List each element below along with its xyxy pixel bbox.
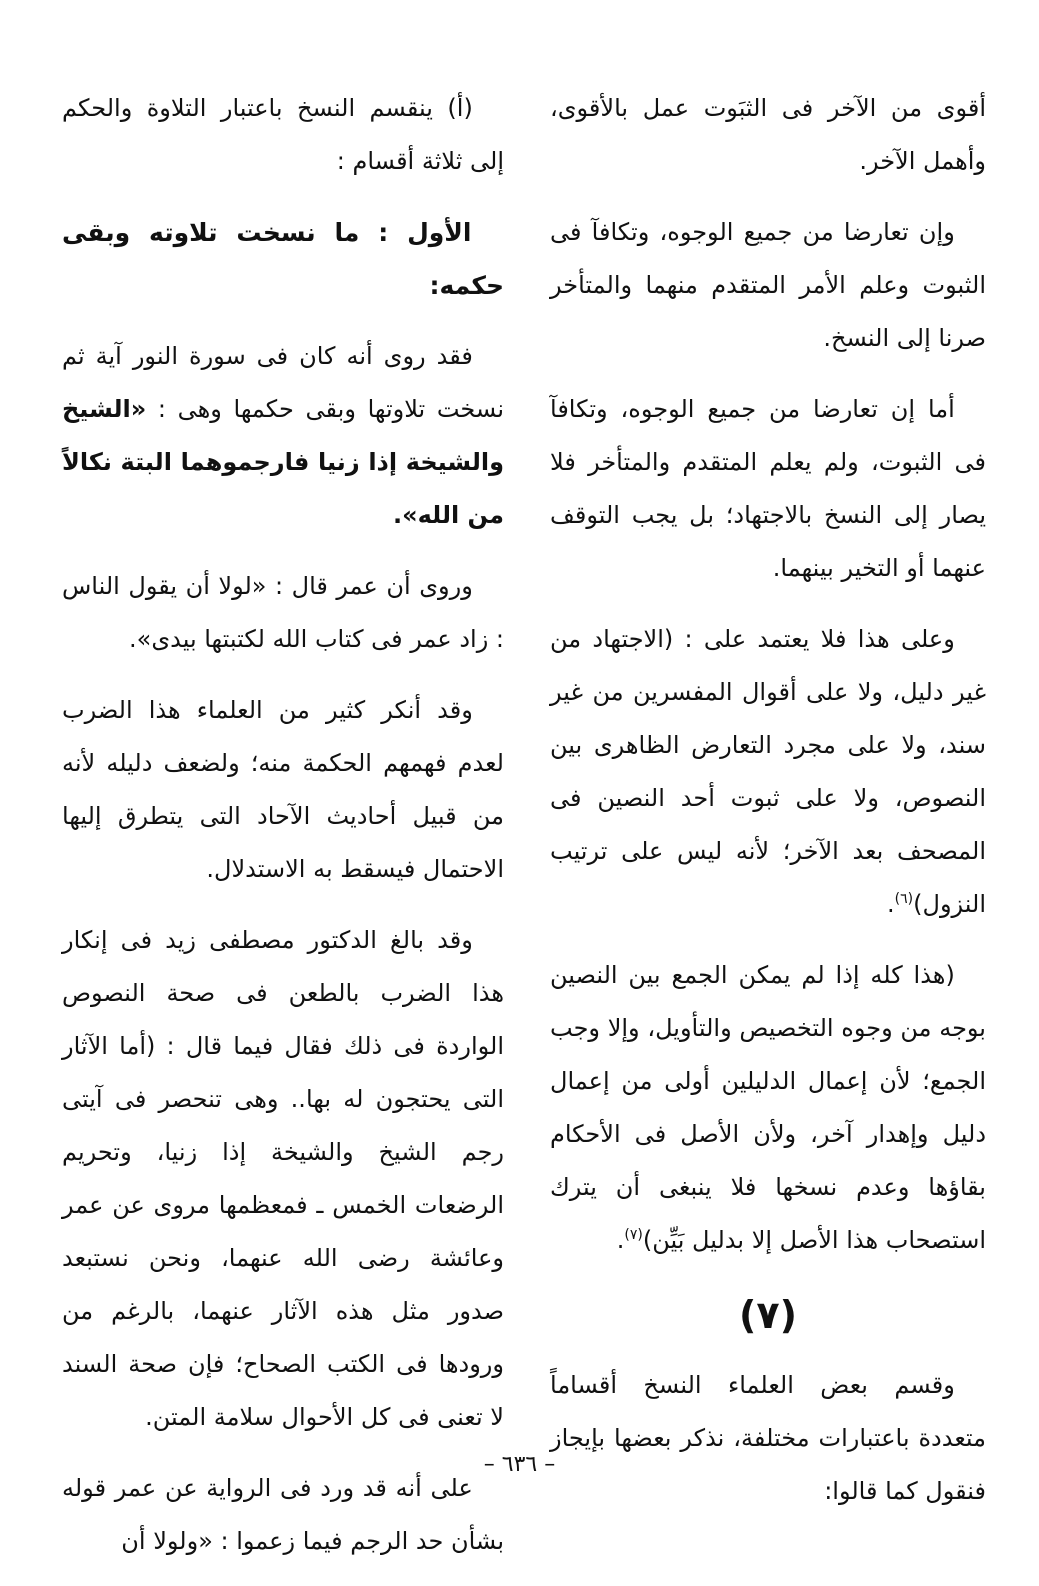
paragraph — [550, 949, 986, 1267]
footnote-ref: (٧) — [624, 1227, 643, 1243]
right-column — [550, 82, 986, 1536]
section-heading: الأول : ما نسخت تلاوته وبقى حكمه: — [62, 218, 504, 300]
paragraph: أما إن تعارضا من جميع الوجوه، وتكافآ فى الثبوت، ولم يعلم المتقدم والمتأخر فلا يصار إلى النسخ بالاجتهاد؛ بل يجب التوقف عنهما أو التخير بينهما. — [550, 395, 986, 582]
paragraph-end: . — [887, 890, 895, 918]
paragraph-end: . — [616, 1226, 625, 1254]
paragraph — [550, 613, 986, 931]
quoted-verse: «الشيخ والشيخة إذا زنيا فارجموهما البتة نكالاً من الله». — [62, 395, 504, 529]
paragraph — [62, 330, 504, 542]
paragraph: وقد بالغ الدكتور مصطفى زيد فى إنكار هذا الضرب بالطعن فى صحة النصوص الواردة فى ذلك فقال فيما قال : (أما الآثار التى يحتجون له بها.. وهى تنحصر فى آيتى رجم الشيخ والشيخة إذا زنيا، وتحريم الرضعات الخمس ـ فمعظمها مروى عن عمر وعائشة رضى الله عنهما، ونحن نستبعد صدور مثل هذه الآثار عنهما، بالرغم من ورودها فى الكتب الصحاح؛ فإن صحة السند لا تعنى فى كل الأحوال سلامة المتن. — [62, 926, 504, 1431]
left-column — [62, 82, 504, 1586]
paragraph-text: فقد روى أنه كان فى سورة النور آية ثم نسخت تلاوتها وبقى حكمها وهى : — [62, 342, 504, 423]
paragraph: (أ) ينقسم النسخ باعتبار التلاوة والحكم إلى ثلاثة أقسام : — [62, 94, 504, 175]
paragraph: وروى أن عمر قال : «لولا أن يقول الناس : زاد عمر فى كتاب الله لكتبتها بيدى». — [62, 572, 504, 653]
page-number: – ٦٣٦ – — [483, 1452, 556, 1477]
paragraph: على أنه قد ورد فى الرواية عن عمر قوله بشأن حد الرجم فيما زعموا : «ولولا أن — [62, 1474, 504, 1555]
footnote-ref: (٦) — [894, 891, 914, 907]
paragraph: وإن تعارضا من جميع الوجوه، وتكافآ فى الثبوت وعلم الأمر المتقدم منهما والمتأخر صرنا إلى النسخ. — [550, 218, 986, 352]
paragraph-text: وعلى هذا فلا يعتمد على : (الاجتهاد من غير دليل، ولا على أقوال المفسرين من غير سند، ولا على مجرد التعارض الظاهرى بين النصوص، ولا على ثبوت أحد النصين فى المصحف بعد الآخر؛ لأنه ليس على ترتيب النزول) — [550, 625, 986, 918]
paragraph: أقوى من الآخر فى الثبَوت عمل بالأقوى، وأهمل الآخر. — [550, 94, 986, 175]
paragraph: وقد أنكر كثير من العلماء هذا الضرب لعدم فهمهم الحكمة منه؛ ولضعف دليله لأنه من قبيل أحاديث الآحاد التى يتطرق إليها الاحتمال فيسقط به الاستدلال. — [62, 696, 504, 883]
paragraph: وقسم بعض العلماء النسخ أقساماً متعددة باعتبارات مختلفة، نذكر بعضها بإيجاز فنقول كما قالوا: — [550, 1371, 986, 1505]
paragraph-text: (هذا كله إذا لم يمكن الجمع بين النصين بوجه من وجوه التخصيص والتأويل، وإلا وجب الجمع؛ لأن إعمال الدليلين أولى من إعمال دليل وإهدار آخر، ولأن الأصل فى الأحكام بقاؤها وعدم نسخها فلا ينبغى أن يترك استصحاب هذا الأصل إلا بدليل بَيِّن) — [550, 961, 986, 1254]
section-number: (٧) — [739, 1293, 797, 1337]
